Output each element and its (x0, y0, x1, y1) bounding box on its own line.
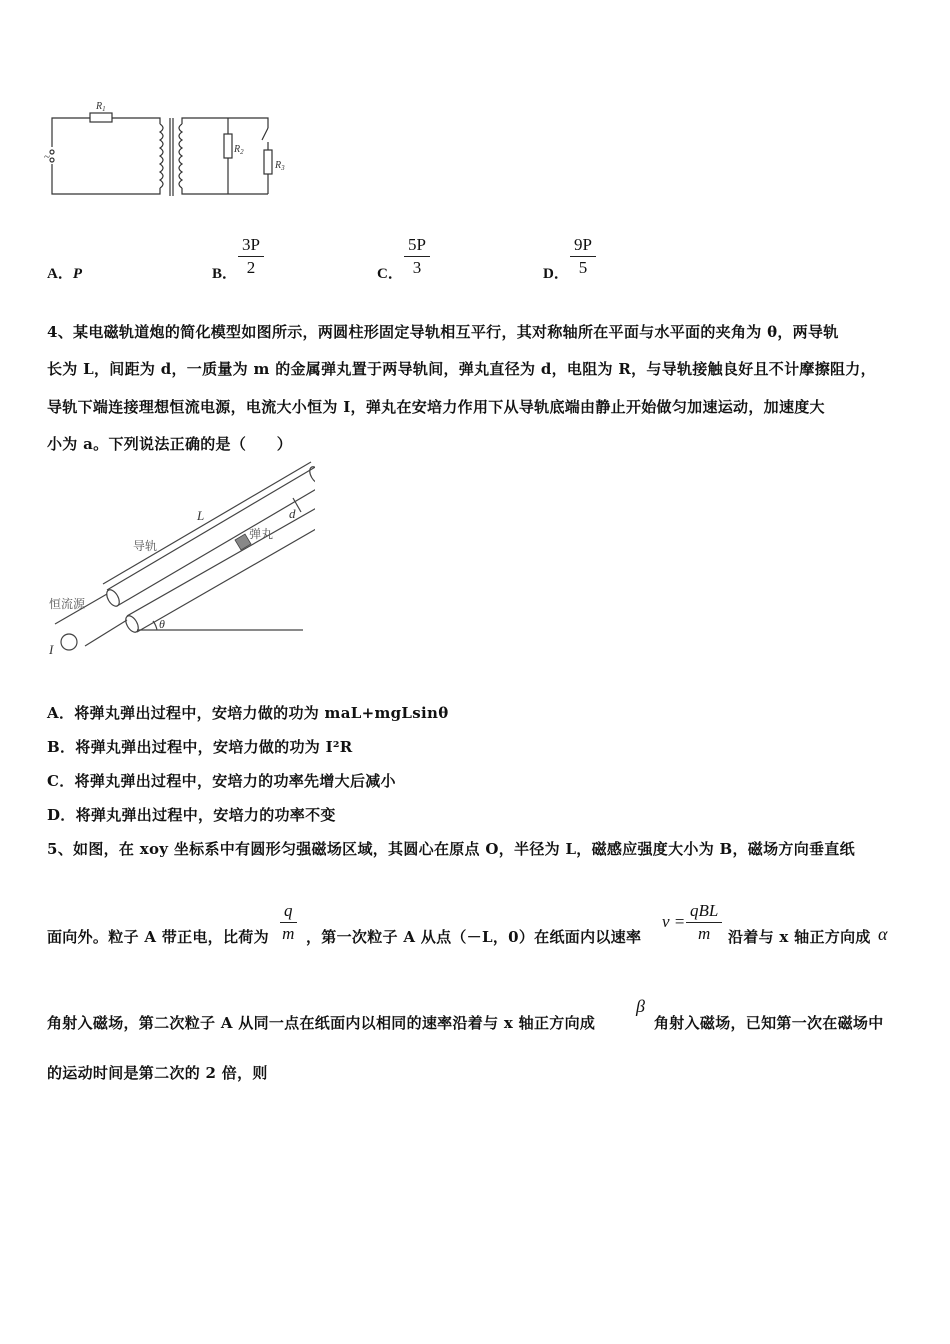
q4-line-3: 导轨下端连接理想恒流电源，电流大小恒为 I，弹丸在安培力作用下从导轨底端由静止开始做匀加速运动，加速度大 (47, 398, 825, 416)
railgun-figure (45, 458, 315, 668)
r2-label: $R_2$ (234, 144, 244, 156)
label-bullet: 弹丸 (249, 527, 274, 541)
r1-label: $R_1$ (96, 101, 106, 113)
q5-line-2a: 面向外。粒子 A 带正电，比荷为 (47, 928, 269, 946)
label-d: d (289, 506, 296, 521)
q5-line-2c: 沿着与 x 轴正方向成 (728, 928, 871, 946)
q5-speed-fraction: qBL m (686, 900, 722, 945)
q5-beta-symbol: β (636, 996, 645, 1016)
q3-option-c-fraction: $\frac{5P}{3}$ (404, 234, 430, 279)
q3-option-a[interactable]: A．P (47, 266, 83, 282)
q3-option-c[interactable]: C． (377, 266, 403, 282)
q5-alpha-symbol: α (878, 924, 888, 944)
q5-line-3b: 角射入磁场，已知第一次在磁场中 (654, 1014, 884, 1032)
q5-line-3a: 角射入磁场，第二次粒子 A 从同一点在纸面内以相同的速率沿着与 x 轴正方向成 (47, 1014, 596, 1032)
q4-option-a[interactable]: A．将弹丸弹出过程中，安培力做的功为 maL+mgLsinθ (47, 704, 449, 722)
label-I: I (49, 642, 54, 657)
q3-option-b-fraction: $\frac{3P}{2}$ (238, 234, 264, 279)
label-rail: 导轨 (133, 539, 158, 553)
q3-option-d-fraction: $\frac{9P}{5}$ (570, 234, 596, 279)
label-theta: θ (159, 617, 165, 631)
q5-line-2b: ，第一次粒子 A 从点（－L，0）在纸面内以速率 (306, 928, 642, 946)
q5-line-1: 5、如图，在 xoy 坐标系中有圆形匀强磁场区域，其圆心在原点 O，半径为 L，磁感应强度大小为 B，磁场方向垂直纸 (47, 840, 855, 858)
label-source: 恒流源 (49, 597, 86, 611)
q5-line-4: 的运动时间是第二次的 2 倍，则 (47, 1064, 268, 1082)
q4-option-b[interactable]: B．将弹丸弹出过程中，安培力做的功为 I²R (47, 738, 353, 756)
q4-option-c[interactable]: C．将弹丸弹出过程中，安培力的功率先增大后减小 (47, 772, 396, 790)
ac-source-symbol: ~ (44, 151, 50, 163)
q4-line-1: 4、某电磁轨道炮的简化模型如图所示，两圆柱形固定导轨相互平行，其对称轴所在平面与水平面的夹角为 θ，两导轨 (47, 323, 839, 341)
q3-option-d[interactable]: D． (543, 266, 569, 282)
q4-line-2: 长为 L，间距为 d，一质量为 m 的金属弹丸置于两导轨间，弹丸直径为 d，电阻为 R，与导轨接触良好且不计摩擦阻力， (47, 360, 876, 378)
q5-speed-label: v = (662, 912, 686, 931)
q3-option-b[interactable]: B． (212, 266, 238, 282)
q5-charge-ratio-fraction: $\frac{q}{m}$ (280, 900, 297, 945)
q4-line-4: 小为 a。下列说法正确的是（ ） (47, 435, 293, 453)
r3-label: $R_3$ (275, 160, 285, 172)
label-L: L (197, 508, 205, 523)
q4-option-d[interactable]: D．将弹丸弹出过程中，安培力的功率不变 (47, 806, 336, 824)
transformer-circuit-diagram (40, 92, 300, 207)
